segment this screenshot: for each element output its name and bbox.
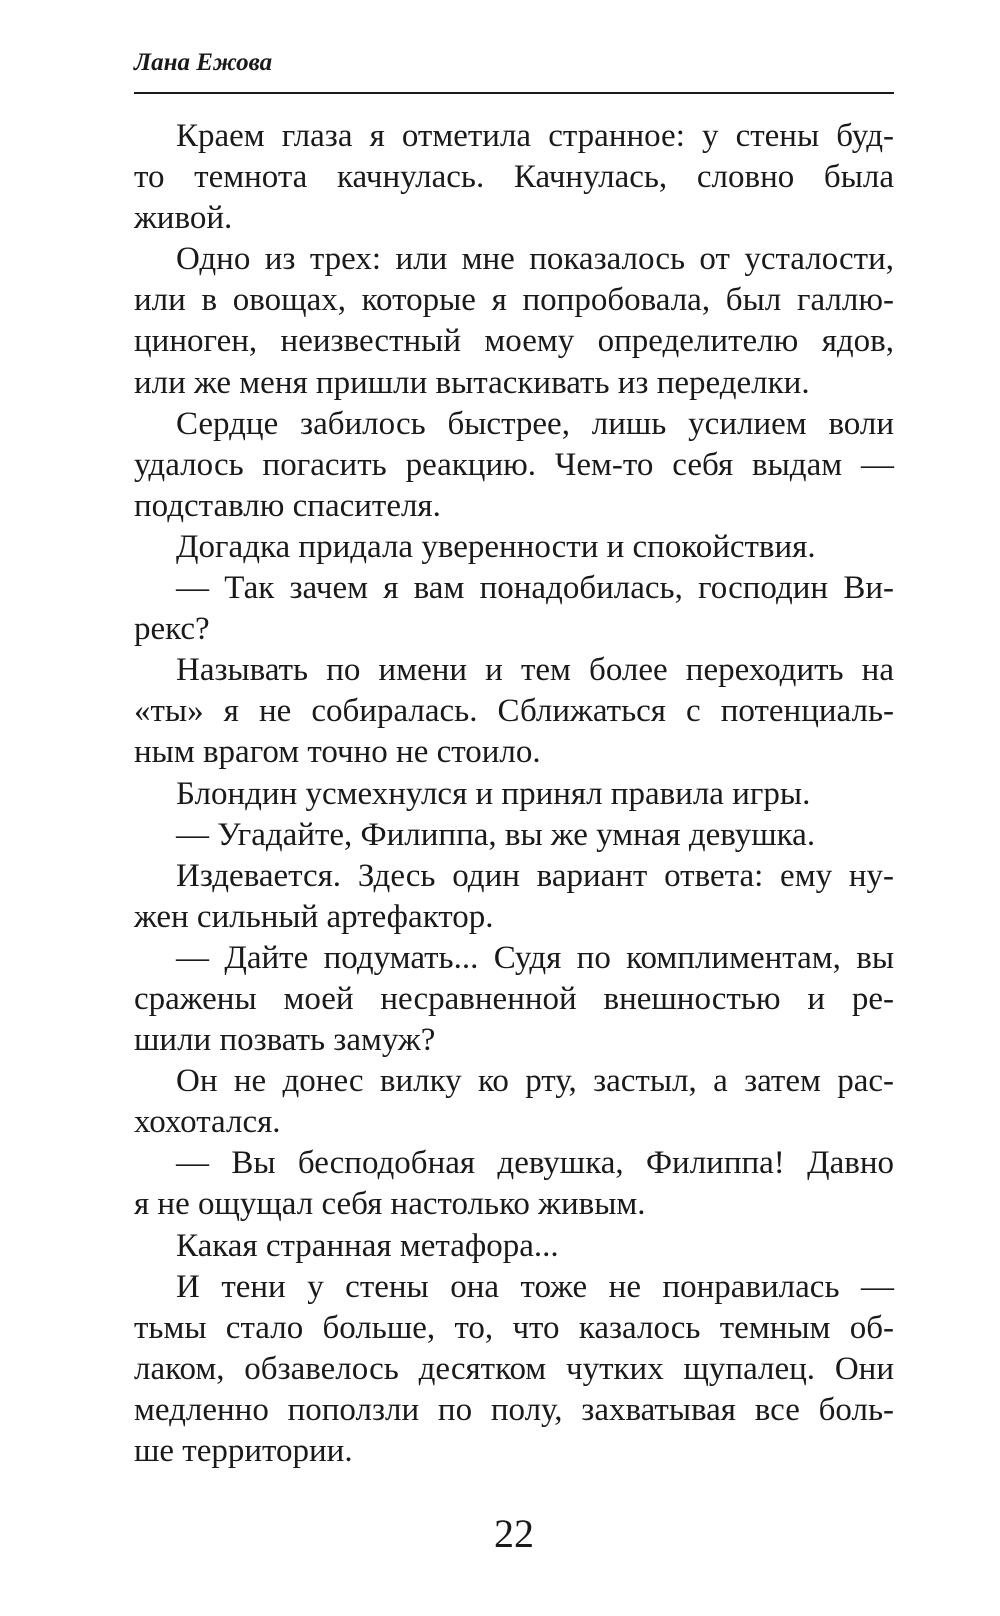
text-line: — Дайте подумать... Судя по комплиментам, вы bbox=[176, 939, 894, 976]
text-line: Догадка придала уверенности и спокойствия. bbox=[176, 528, 816, 565]
text-line: живой. bbox=[134, 200, 233, 237]
text-line: Сердце забилось быстрее, лишь усилием воли bbox=[176, 405, 894, 442]
text-line: Он не донес вилку ко рту, застыл, а затем рас- bbox=[176, 1063, 894, 1100]
text-line: медленно поползли по полу, захватывая все боль- bbox=[134, 1391, 894, 1428]
text-line: сражены моей несравненной внешностью и ре- bbox=[134, 980, 894, 1017]
header-author: Лана Ежова bbox=[134, 49, 273, 76]
text-line: я не ощущал себя настолько живым. bbox=[134, 1186, 646, 1223]
text-line: ше территории. bbox=[134, 1433, 353, 1469]
text-line: то темнота качнулась. Качнулась, словно была bbox=[134, 159, 894, 196]
text-line: «ты» я не собиралась. Сближаться с потенциаль- bbox=[134, 693, 894, 730]
text-line: И тени у стены она тоже не понравилась — bbox=[176, 1268, 894, 1305]
text-line: лаком, обзавелось десятком чутких щупалец. Они bbox=[134, 1350, 894, 1387]
text-line: Называть по имени и тем более переходить на bbox=[176, 652, 894, 689]
text-line: Какая странная метафора... bbox=[176, 1227, 559, 1264]
running-header bbox=[134, 46, 894, 94]
page-number bbox=[0, 1510, 1000, 1558]
text-line: — Вы бесподобная девушка, Филиппа! Давно bbox=[176, 1145, 894, 1182]
text-line: ным врагом точно не стоило. bbox=[134, 734, 541, 771]
page-number-text: 22 bbox=[494, 1511, 534, 1556]
text-line: или же меня пришли вытаскивать из переделки. bbox=[134, 364, 810, 401]
text-line: Краем глаза я отметила странное: у стены буд- bbox=[176, 118, 894, 154]
text-line: тьмы стало больше, то, что казалось темным об- bbox=[134, 1309, 894, 1346]
text-line: хохотался. bbox=[134, 1104, 281, 1141]
text-line: рекс? bbox=[134, 611, 210, 648]
text-line: удалось погасить реакцию. Чем-то себя выдам — bbox=[134, 446, 894, 483]
text-line: — Угадайте, Филиппа, вы же умная девушка. bbox=[176, 816, 816, 853]
text-line: шили позвать замуж? bbox=[134, 1022, 436, 1059]
text-line: Издевается. Здесь один вариант ответа: ему ну- bbox=[176, 857, 894, 894]
text-line: циноген, неизвестный моему определителю ядов, bbox=[134, 323, 894, 360]
text-line: — Так зачем я вам понадобилась, господин Ви- bbox=[176, 570, 894, 607]
text-line: жен сильный артефактор. bbox=[134, 898, 494, 935]
text-line: Одно из трех: или мне показалось от усталости, bbox=[176, 241, 894, 278]
text-line: Блондин усмехнулся и принял правила игры. bbox=[176, 775, 811, 812]
body-text bbox=[134, 116, 894, 1472]
text-line: подставлю спасителя. bbox=[134, 487, 441, 524]
text-line: или в овощах, которые я попробовала, был галлю- bbox=[134, 282, 894, 319]
